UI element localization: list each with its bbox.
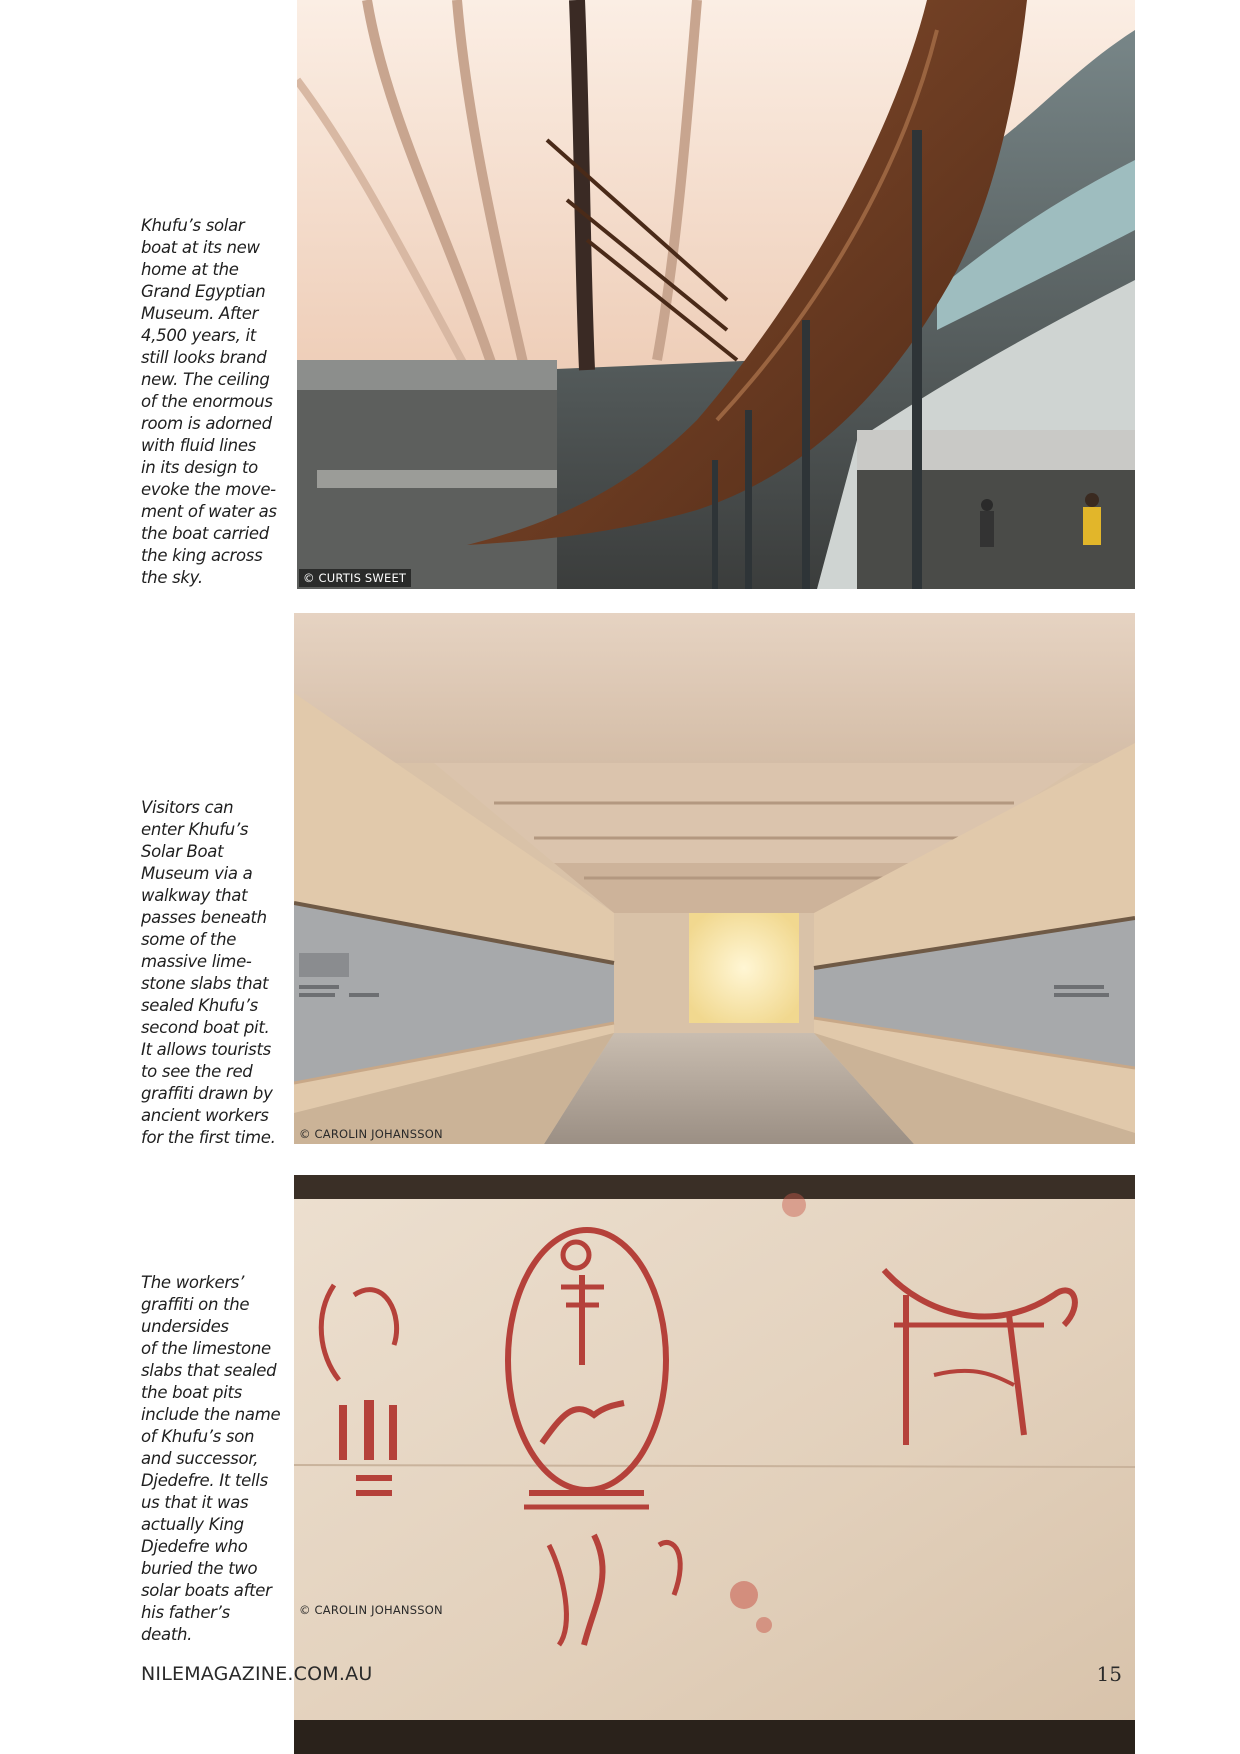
photo-credit: © CAROLIN JOHANSSON [299,1603,443,1617]
footer-website: NILEMAGAZINE.COM.AU [141,1663,373,1685]
photo-credit: © CAROLIN JOHANSSON [299,1127,443,1141]
photo-walkway [294,613,1135,1144]
caption-solar-boat: Khufu’s solar boat at its new home at the Grand Egyptian Museum. After 4,500 years, it still looks brand new. The ceiling of the enormous room is adorned with fluid lines in its design to evoke the move- ment of water as the boat carried the king across the sky. [141,216,277,587]
caption-graffiti: The workers’ graffiti on the undersides of the limestone slabs that sealed the boat pits include the name of Khufu’s son and successor, Djedefre. It tells us that it was actually King Djedefre who buried the two solar boats after his father’s death. [141,1273,281,1644]
photo-solar-boat [297,0,1135,589]
photo-graffiti [294,1175,1135,1754]
caption-walkway: Visitors can enter Khufu’s Solar Boat Museum via a walkway that passes beneath some of the massive lime- stone slabs that sealed Khufu’s second boat pit. It allows tourists to see the red graffiti drawn by ancient workers for the first time. [141,798,276,1147]
page-number: 15 [1096,1662,1122,1686]
photo-credit: © CURTIS SWEET [299,569,411,587]
